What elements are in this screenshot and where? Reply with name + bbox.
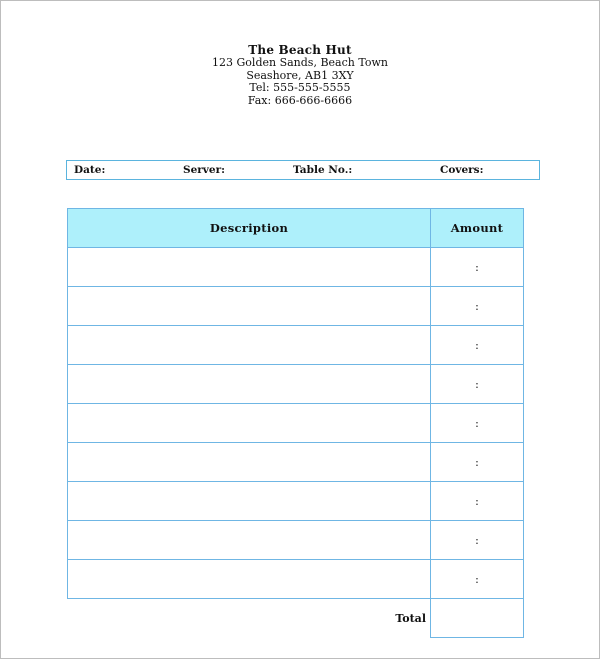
amount-cell[interactable]: : (431, 404, 524, 443)
amount-cell[interactable]: : (431, 560, 524, 599)
table-row (68, 521, 524, 560)
table-row (68, 287, 524, 326)
amount-cell[interactable]: : (431, 482, 524, 521)
amount-cell[interactable]: : (431, 326, 524, 365)
amount-header: Amount (431, 209, 524, 248)
business-header (0, 43, 600, 107)
order-info-bar (66, 160, 540, 180)
amount-cell[interactable]: : (431, 365, 524, 404)
covers-label: Covers: (440, 164, 484, 176)
table-row (68, 443, 524, 482)
table-row (68, 404, 524, 443)
amount-cell[interactable]: : (431, 287, 524, 326)
total-row (68, 599, 524, 638)
invoice-table (67, 208, 524, 638)
business-name: The Beach Hut (248, 43, 352, 57)
table-row (68, 365, 524, 404)
description-cell[interactable] (68, 365, 431, 404)
amount-cell[interactable]: : (431, 248, 524, 287)
description-cell[interactable] (68, 248, 431, 287)
description-cell[interactable] (68, 287, 431, 326)
description-header: Description (68, 209, 431, 248)
total-amount-cell[interactable] (431, 599, 524, 638)
amount-cell[interactable]: : (431, 521, 524, 560)
table-header-row (68, 209, 524, 248)
description-cell[interactable] (68, 443, 431, 482)
description-cell[interactable] (68, 326, 431, 365)
description-cell[interactable] (68, 482, 431, 521)
table-row (68, 560, 524, 599)
address-line-2: Seashore, AB1 3XY (246, 68, 354, 82)
table-row (68, 326, 524, 365)
address-line-1: 123 Golden Sands, Beach Town (212, 56, 388, 69)
table-row (68, 482, 524, 521)
table-number-label: Table No.: (293, 164, 353, 176)
fax: Fax: 666-666-6666 (247, 93, 353, 107)
table-row (68, 248, 524, 287)
description-cell[interactable] (68, 560, 431, 599)
description-cell[interactable] (68, 404, 431, 443)
total-label: Total (395, 611, 426, 625)
description-cell[interactable] (68, 521, 431, 560)
server-label: Server: (183, 164, 225, 176)
telephone: Tel: 555-555-5555 (249, 81, 351, 94)
amount-cell[interactable]: : (431, 443, 524, 482)
date-label: Date: (74, 164, 106, 176)
